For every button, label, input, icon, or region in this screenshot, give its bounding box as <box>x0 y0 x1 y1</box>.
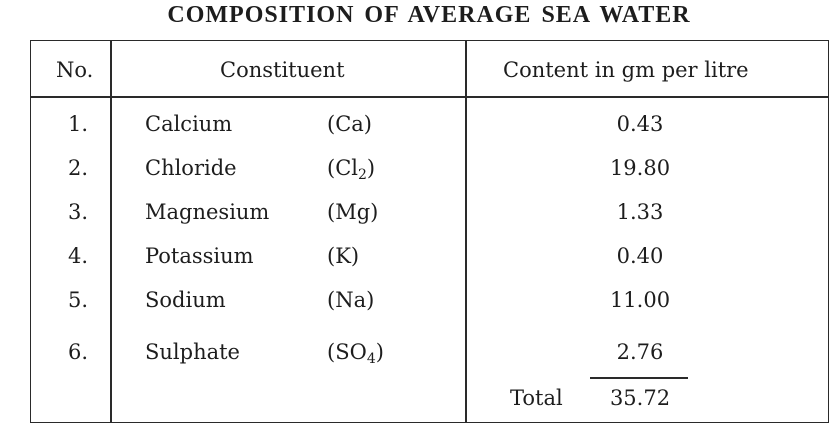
constituent-symbol: (Ca) <box>327 112 372 136</box>
content-value: 0.43 <box>616 112 664 136</box>
constituent-symbol: (K) <box>327 244 360 268</box>
constituent-symbol: $(Cl_2)$ <box>327 156 376 183</box>
constituent-symbol: $(SO_4)$ <box>327 340 384 367</box>
content-value: 2.76 <box>616 340 664 364</box>
row-number: 4. <box>68 244 89 268</box>
content-value: 1.33 <box>616 200 664 224</box>
symbol-text: K <box>335 244 351 268</box>
symbol-subscript: 2 <box>358 167 367 183</box>
total-value: 35.72 <box>609 386 671 410</box>
table-row <box>0 156 836 186</box>
symbol-text: Na <box>335 288 367 312</box>
table-row <box>0 112 836 142</box>
constituent-name: Sodium <box>145 288 226 312</box>
header-content: Content in gm per litre <box>503 58 749 82</box>
total-label: Total <box>510 386 563 410</box>
row-number: 5. <box>68 288 89 312</box>
row-number: 3. <box>68 200 89 224</box>
content-value: 11.00 <box>609 288 671 312</box>
header-no: No. <box>56 58 94 82</box>
row-number: 2. <box>68 156 89 180</box>
table-row <box>0 244 836 274</box>
content-value: 19.80 <box>609 156 671 180</box>
symbol-subscript: 4 <box>366 351 376 367</box>
constituent-name: Chloride <box>145 156 237 180</box>
header-divider <box>30 96 829 98</box>
symbol-text: Cl <box>335 156 358 180</box>
symbol-text: Mg <box>335 200 371 224</box>
table-row <box>0 288 836 318</box>
constituent-symbol: (Na) <box>327 288 375 312</box>
document-title: COMPOSITION OF AVERAGE SEA WATER <box>167 2 691 28</box>
table-row <box>0 340 836 370</box>
constituent-name: Sulphate <box>145 340 240 364</box>
constituent-name: Potassium <box>145 244 254 268</box>
table-row <box>0 200 836 230</box>
header-constituent: Constituent <box>220 58 345 82</box>
row-number: 1. <box>68 112 89 136</box>
content-value: 0.40 <box>616 244 664 268</box>
constituent-name: Magnesium <box>145 200 270 224</box>
constituent-symbol: (Mg) <box>327 200 379 224</box>
constituent-name: Calcium <box>145 112 233 136</box>
symbol-text: Ca <box>335 112 364 136</box>
symbol-text: SO <box>335 340 367 364</box>
sum-underline <box>590 377 688 379</box>
row-number: 6. <box>68 340 89 364</box>
